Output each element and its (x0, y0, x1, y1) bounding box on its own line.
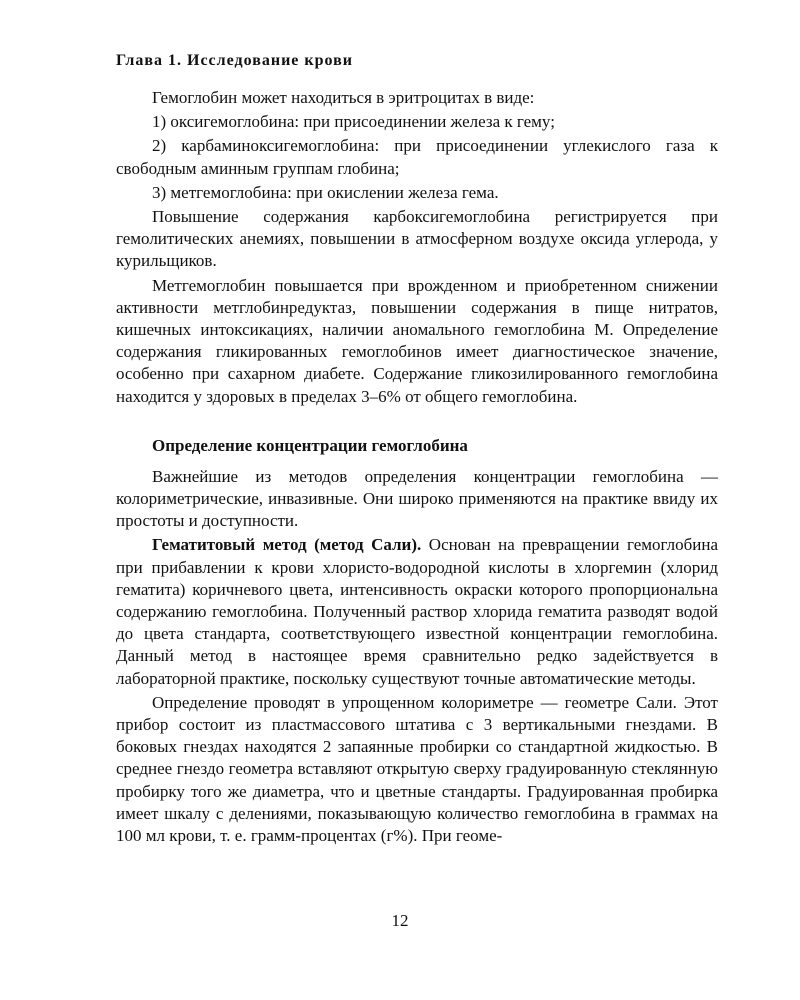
list-item-carbaminohemoglobin: 2) карбаминоксигемоглобина: при присоединении углекислого газа к свободным аминным группам глобина; (116, 136, 718, 178)
methods-paragraph: Важнейшие из методов определения концентрации гемоглобина — колориметрические, инвазивные. Они широко применяются на практике ввиду их простоты и доступности. (116, 466, 718, 531)
list-item-methemoglobin: 3) метгемоглобина: при окислении железа гема. (152, 182, 499, 202)
hemometer-paragraph: Определение проводят в упрощенном колориметре — геометре Сали. Этот прибор состоит из пластмассового штатива с 3 вертикальными гнездами. В боковых гнездах находятся 2 запаянные пробирки со стандартной жидкостью. В среднее гнездо геометра вставляют открытую сверху градуированную стеклянную пробирку того же диаметра, что и цветные стандарты. Градуированная пробирка имеет шкалу с делениями, показывающую количество гемоглобина в граммах на 100 мл крови, т. е. грамм-процентах (г%). При геоме- (116, 692, 718, 846)
methemoglobin-paragraph: Метгемоглобин повышается при врожденном и приобретенном снижении активности метглобинредуктаз, повышении содержания в пище нитратов, кишечных интоксикациях, наличии аномального гемоглобина М. Определение содержания гликированных гемоглобинов имеет диагностическое значение, особенно при сахарном диабете. Содержание гликозилированного гемоглобина находится у здоровых в пределах 3–6% от общего гемоглобина. (116, 275, 718, 406)
carboxyhemoglobin-paragraph: Повышение содержания карбоксигемоглобина регистрируется при гемолитических анемиях, повышении в атмосферном воздухе оксида углерода, у курильщиков. (116, 207, 718, 271)
list-item-oxyhemoglobin: 1) оксигемоглобина: при присоединении железа к гему; (152, 112, 555, 132)
running-header: Глава 1. Исследование крови (116, 52, 353, 69)
intro-paragraph: Гемоглобин может находиться в эритроцитах в виде: (152, 88, 535, 107)
page-body (116, 52, 718, 849)
sahli-method-title: Гематитовый метод (метод Сали). (152, 535, 422, 555)
section-heading: Определение концентрации гемоглобина (152, 435, 468, 455)
sahli-method-text: Основан на превращении гемоглобина при прибавлении к крови хлористо-водородной кислоты в хлоргемин (хлорид гематита) коричневого цвета, интенсивность окраски которого пропорциональна содержанию гемоглобина. Полученный раствор хлорида гематита разводят водой до цвета стандарта, соответствующего известной концентрации гемоглобина. Данный метод в настоящее время сравнительно редко задействуется в лабораторной практике, поскольку существуют точные автоматические методы. (116, 535, 719, 688)
sahli-method-paragraph (116, 534, 718, 689)
page-number: 12 (391, 911, 409, 930)
